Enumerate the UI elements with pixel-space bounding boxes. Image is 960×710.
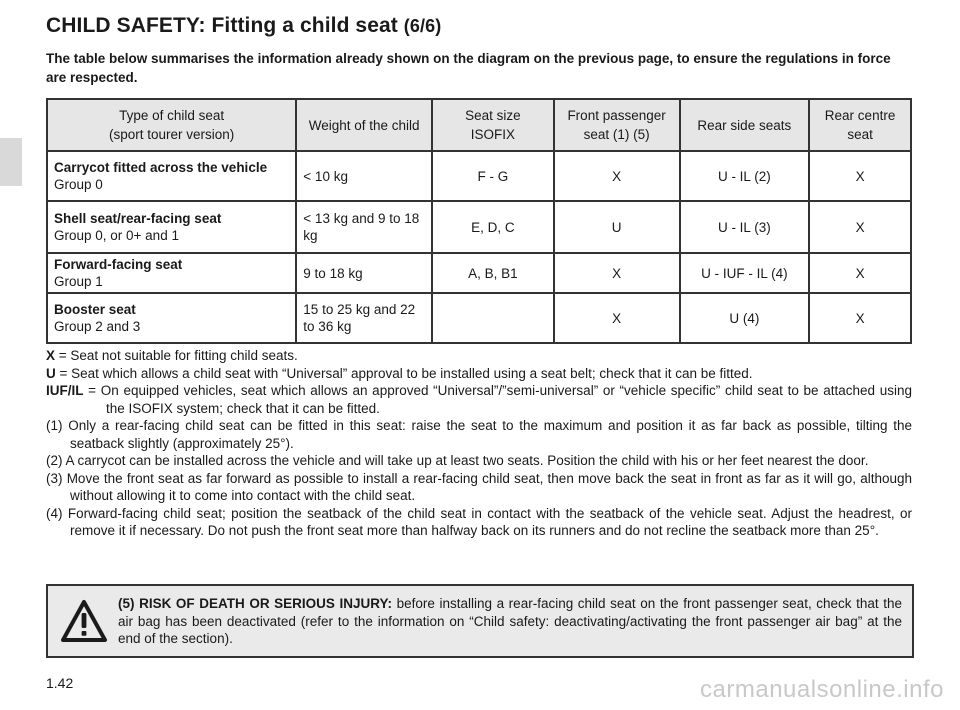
- header-rear-centre: Rear centre seat: [809, 99, 911, 151]
- watermark-text: carmanualsonline.info: [700, 676, 944, 703]
- header-front-passenger: Front passenger seat (1) (5): [554, 99, 680, 151]
- seat-size-cell: A, B, B1: [432, 253, 554, 293]
- footnote-item: (3) Move the front seat as far forward as possible to install a rear-facing child seat, then move back the seat in front as far as it will go, although without allowing it to come into contact with the child seat.: [46, 470, 912, 503]
- front-seat-cell: X: [554, 253, 680, 293]
- weight-cell: 15 to 25 kg and 22 to 36 kg: [296, 293, 432, 343]
- child-seat-table: [46, 98, 912, 344]
- legend-item: IUF/IL = On equipped vehicles, seat which allows an approved “Universal”/”semi-universal” or “vehicle specific” child seat to be attached using the ISOFIX system; check that it can be fitted.: [46, 383, 912, 416]
- section-tab-marker: [0, 138, 22, 186]
- rear-centre-cell: X: [809, 201, 911, 253]
- front-seat-cell: U: [554, 201, 680, 253]
- legend-item: X = Seat not suitable for fitting child seats.: [46, 348, 298, 363]
- seat-size-cell: [432, 293, 554, 343]
- header-seat-size: Seat size ISOFIX: [432, 99, 554, 151]
- page-title: [46, 14, 441, 38]
- rear-side-cell: U - IUF - IL (4): [680, 253, 810, 293]
- rear-side-cell: U - IL (3): [680, 201, 810, 253]
- footnote-item: (4) Forward-facing child seat; position the seatback of the child seat in contact with the seatback of the vehicle seat. Adjust the headrest, or remove it if necessary. Do not push the front seat more than halfway back on its runners and do not recline the seatback more than 25°.: [46, 505, 912, 538]
- rear-centre-cell: X: [809, 293, 911, 343]
- table-row: [47, 253, 911, 293]
- seat-type-cell: Booster seat Group 2 and 3: [47, 293, 296, 343]
- rear-side-cell: U - IL (2): [680, 151, 810, 201]
- header-weight: Weight of the child: [296, 99, 432, 151]
- header-seat-type: Type of child seat (sport tourer version): [47, 99, 296, 151]
- seat-type-cell: Carrycot fitted across the vehicle Group 0: [47, 151, 296, 201]
- rear-centre-cell: X: [809, 253, 911, 293]
- notes-section: [46, 347, 912, 540]
- weight-cell: < 10 kg: [296, 151, 432, 201]
- header-rear-side: Rear side seats: [680, 99, 810, 151]
- warning-heading: (5) RISK OF DEATH OR SERIOUS INJURY:: [118, 596, 393, 611]
- footnote-item: (1) Only a rear-facing child seat can be fitted in this seat: raise the seat to the maximum and position it as far back as possible, tilting the seatback slightly (approximately 25°).: [46, 418, 912, 451]
- weight-cell: 9 to 18 kg: [296, 253, 432, 293]
- table-row: [47, 151, 911, 201]
- front-seat-cell: X: [554, 151, 680, 201]
- table-row: [47, 201, 911, 253]
- seat-size-cell: F - G: [432, 151, 554, 201]
- warning-box: [46, 584, 914, 658]
- warning-triangle-icon: [60, 599, 108, 643]
- warning-body: before installing a rear-facing child seat on the front passenger seat, check that the air bag has been deactivated (refer to the information on “Child safety: deactivating/activating the front passenger air bag” at the end of the section).: [118, 596, 902, 646]
- page-number: 1.42: [46, 675, 74, 691]
- seat-type-cell: Shell seat/rear-facing seat Group 0, or 0+ and 1: [47, 201, 296, 253]
- legend-item: U = Seat which allows a child seat with “Universal” approval to be installed using a seat belt; check that it can be fitted.: [46, 365, 753, 381]
- table-row: [47, 293, 911, 343]
- front-seat-cell: X: [554, 293, 680, 343]
- rear-side-cell: U (4): [680, 293, 810, 343]
- page-title-suffix: (6/6): [403, 16, 442, 36]
- page-title-text: CHILD SAFETY: Fitting a child seat: [46, 14, 398, 37]
- rear-centre-cell: X: [809, 151, 911, 201]
- intro-paragraph: The table below summarises the information already shown on the diagram on the previous page, to ensure the regulations in force are respected.: [46, 51, 891, 85]
- weight-cell: < 13 kg and 9 to 18 kg: [296, 201, 432, 253]
- table-header-row: [47, 99, 911, 151]
- footnote-item: (2) A carrycot can be installed across the vehicle and will take up at least two seats. Position the child with his or her feet nearest the door.: [46, 453, 869, 468]
- warning-text: [118, 595, 902, 648]
- seat-size-cell: E, D, C: [432, 201, 554, 253]
- seat-type-cell: Forward-facing seat Group 1: [47, 253, 296, 293]
